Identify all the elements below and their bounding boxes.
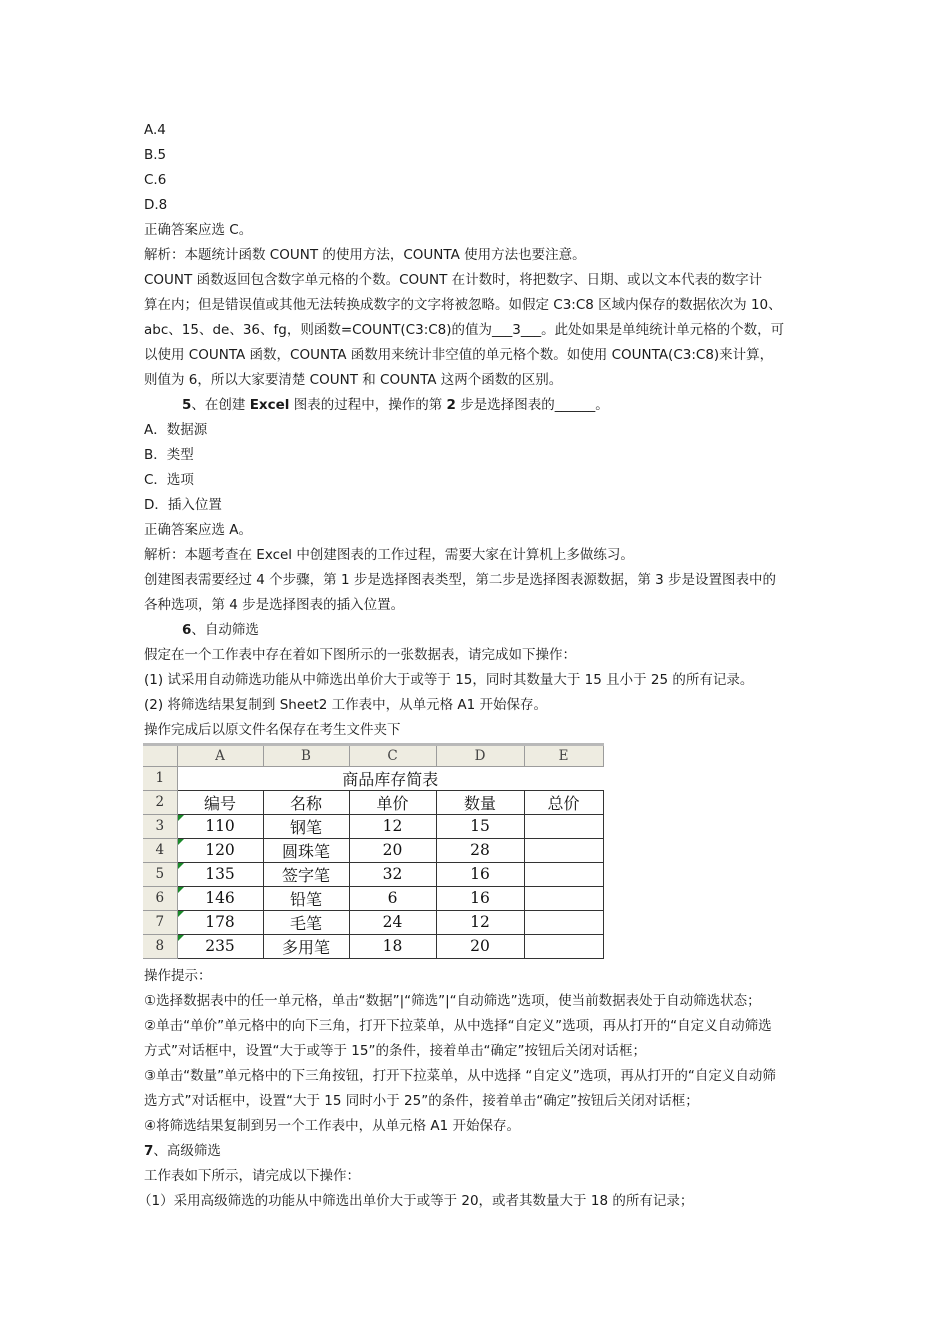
row-header: 3 bbox=[143, 814, 177, 838]
column-header: B bbox=[263, 746, 349, 766]
q6-heading bbox=[182, 620, 259, 640]
q4-analysis-line: 算在内；但是错误值或其他无法转换成数字的文字将被忽略。如假定 C3:C8 区域内保存的数据依次为 10、 bbox=[144, 297, 782, 313]
row-header: 7 bbox=[143, 910, 177, 934]
q4-analysis-line: COUNT 函数返回包含数字单元格的个数。COUNT 在计数时，将把数字、日期、或以文本代表的数字计 bbox=[144, 272, 763, 288]
table-cell bbox=[177, 886, 263, 910]
cell-value: 110 bbox=[205, 817, 235, 836]
table-cell: 多用笔 bbox=[263, 934, 349, 958]
q4-analysis-line: 则值为 6，所以大家要清楚 COUNT 和 COUNTA 这两个函数的区别。 bbox=[144, 372, 563, 388]
spreadsheet-image bbox=[143, 743, 604, 957]
table-cell bbox=[177, 934, 263, 958]
q4-answer-blank: ___3___ bbox=[492, 322, 542, 338]
corner-cell bbox=[143, 746, 177, 766]
table-cell: 铅笔 bbox=[263, 886, 349, 910]
error-indicator-icon bbox=[178, 887, 184, 893]
error-indicator-icon bbox=[178, 839, 184, 845]
cell-value: 178 bbox=[205, 913, 235, 932]
q4-option-b: B.5 bbox=[144, 147, 167, 163]
sheet-title: 商品库存简表 bbox=[177, 766, 603, 790]
table-cell bbox=[524, 886, 603, 910]
q6-number: 6 bbox=[182, 622, 192, 638]
column-header: A bbox=[177, 746, 263, 766]
table-cell: 20 bbox=[436, 934, 524, 958]
table-row bbox=[143, 886, 603, 910]
table-cell: 28 bbox=[436, 838, 524, 862]
table-cell bbox=[177, 910, 263, 934]
row-header: 2 bbox=[143, 790, 177, 814]
q7-title: 、高级筛选 bbox=[153, 1143, 221, 1159]
column-header: C bbox=[349, 746, 436, 766]
q5-question bbox=[182, 395, 609, 415]
cell-value: 235 bbox=[205, 937, 235, 956]
error-indicator-icon bbox=[178, 935, 184, 941]
table-cell: 18 bbox=[349, 934, 436, 958]
table-row bbox=[143, 862, 603, 886]
hint-line: 选方式”对话框中，设置“大于 15 同时小于 25”的条件，接着单击“确定”按钮后关闭对话框； bbox=[144, 1093, 699, 1109]
q6-save-note: 操作完成后以原文件名保存在考生文件夹下 bbox=[144, 722, 401, 738]
table-cell: 圆珠笔 bbox=[263, 838, 349, 862]
table-cell: 12 bbox=[349, 814, 436, 838]
table-row bbox=[143, 910, 603, 934]
q5-option-b: B．类型 bbox=[144, 447, 194, 463]
q4-analysis-line: 解析：本题统计函数 COUNT 的使用方法，COUNTA 使用方法也要注意。 bbox=[144, 247, 586, 263]
hint-line: ①选择数据表中的任一单元格，单击“数据”|“筛选”|“自动筛选”选项，使当前数据表处于自动筛选状态； bbox=[144, 993, 761, 1009]
cell-value: 135 bbox=[205, 865, 235, 884]
table-row bbox=[143, 838, 603, 862]
header-cell: 编号 bbox=[177, 790, 263, 814]
q5-analysis-line: 各种选项，第 4 步是选择图表的插入位置。 bbox=[144, 597, 405, 613]
q5-option-c: C．选项 bbox=[144, 472, 194, 488]
q7-heading bbox=[144, 1141, 221, 1161]
q5-answer: 正确答案应选 A。 bbox=[144, 522, 253, 538]
q5-stem: 。 bbox=[595, 397, 609, 413]
table-cell: 12 bbox=[436, 910, 524, 934]
table-cell bbox=[524, 862, 603, 886]
table-cell: 15 bbox=[436, 814, 524, 838]
q4-option-d: D.8 bbox=[144, 197, 168, 213]
hint-line: ③单击“数量”单元格中的下三角按钮，打开下拉菜单，从中选择 “自定义”选项，再从打开的“自定义自动筛 bbox=[144, 1068, 776, 1084]
table-row bbox=[143, 790, 603, 814]
q4-option-c: C.6 bbox=[144, 172, 167, 188]
hint-line: ④将筛选结果复制到另一个工作表中，从单元格 A1 开始保存。 bbox=[144, 1118, 521, 1134]
table-cell: 32 bbox=[349, 862, 436, 886]
q5-option-a: A．数据源 bbox=[144, 422, 208, 438]
hint-line: ②单击“单价”单元格中的向下三角，打开下拉菜单，从中选择“自定义”选项，再从打开的“自定义自动筛选 bbox=[144, 1018, 772, 1034]
header-cell: 数量 bbox=[436, 790, 524, 814]
error-indicator-icon bbox=[178, 911, 184, 917]
q4-option-a: A.4 bbox=[144, 122, 166, 138]
table-cell bbox=[524, 910, 603, 934]
q7-step-1: （1）采用高级筛选的功能从中筛选出单价大于或等于 20，或者其数量大于 18 的所有记录； bbox=[138, 1193, 694, 1209]
row-header: 6 bbox=[143, 886, 177, 910]
q6-title: 、自动筛选 bbox=[191, 622, 259, 638]
row-header: 4 bbox=[143, 838, 177, 862]
header-cell: 单价 bbox=[349, 790, 436, 814]
table-cell: 签字笔 bbox=[263, 862, 349, 886]
q6-step-1: (1) 试采用自动筛选功能从中筛选出单价大于或等于 15，同时其数量大于 15 且小于 25 的所有记录。 bbox=[144, 672, 754, 688]
q6-intro: 假定在一个工作表中存在着如下图所示的一张数据表，请完成如下操作： bbox=[144, 647, 576, 663]
q5-option-d: D．插入位置 bbox=[144, 497, 222, 513]
q6-step-2: (2) 将筛选结果复制到 Sheet2 工作表中，从单元格 A1 开始保存。 bbox=[144, 697, 548, 713]
q4-analysis-text: 。此处如果是单纯统计单元格的个数，可 bbox=[541, 322, 785, 338]
cell-value: 120 bbox=[205, 841, 235, 860]
table-row bbox=[143, 814, 603, 838]
table-cell bbox=[524, 934, 603, 958]
spreadsheet-table bbox=[143, 746, 604, 959]
table-cell: 钢笔 bbox=[263, 814, 349, 838]
hint-line: 方式”对话框中，设置“大于或等于 15”的条件，接着单击“确定”按钮后关闭对话框； bbox=[144, 1043, 646, 1059]
q5-analysis-line: 创建图表需要经过 4 个步骤，第 1 步是选择图表类型，第二步是选择图表源数据，第 3 步是设置图表中的 bbox=[144, 572, 777, 588]
table-cell: 16 bbox=[436, 886, 524, 910]
table-cell bbox=[177, 838, 263, 862]
table-cell bbox=[177, 814, 263, 838]
table-cell: 16 bbox=[436, 862, 524, 886]
q4-analysis-line bbox=[144, 320, 784, 340]
table-cell: 20 bbox=[349, 838, 436, 862]
q5-excel: Excel bbox=[249, 397, 290, 413]
table-cell: 24 bbox=[349, 910, 436, 934]
q7-number: 7 bbox=[144, 1143, 154, 1159]
table-row bbox=[143, 766, 603, 790]
q4-analysis-line: 以使用 COUNTA 函数，COUNTA 函数用来统计非空值的单元格个数。如使用 COUNTA(C3:C8)来计算， bbox=[144, 347, 774, 363]
q7-intro: 工作表如下所示，请完成以下操作： bbox=[144, 1168, 360, 1184]
q5-stem: 步是选择图表的 bbox=[455, 397, 555, 413]
table-row bbox=[143, 934, 603, 958]
table-cell: 毛笔 bbox=[263, 910, 349, 934]
q5-stem: 图表的过程中，操作的第 bbox=[289, 397, 447, 413]
cell-value: 146 bbox=[205, 889, 235, 908]
table-cell bbox=[524, 814, 603, 838]
hints-title: 操作提示： bbox=[144, 968, 212, 984]
column-header: E bbox=[524, 746, 603, 766]
q4-answer: 正确答案应选 C。 bbox=[144, 222, 253, 238]
column-header-row bbox=[143, 746, 603, 766]
header-cell: 名称 bbox=[263, 790, 349, 814]
table-cell bbox=[524, 838, 603, 862]
table-cell bbox=[177, 862, 263, 886]
column-header: D bbox=[436, 746, 524, 766]
q5-stem: 、在创建 bbox=[191, 397, 250, 413]
table-cell: 6 bbox=[349, 886, 436, 910]
row-header: 5 bbox=[143, 862, 177, 886]
q5-step: 2 bbox=[446, 397, 456, 413]
error-indicator-icon bbox=[178, 863, 184, 869]
row-header: 8 bbox=[143, 934, 177, 958]
q5-number: 5 bbox=[182, 397, 192, 413]
header-cell: 总价 bbox=[524, 790, 603, 814]
q5-blank: ______ bbox=[554, 397, 596, 413]
error-indicator-icon bbox=[178, 815, 184, 821]
row-header: 1 bbox=[143, 766, 177, 790]
q4-analysis-text: abc、15、de、36、fg，则函数=COUNT(C3:C8)的值为 bbox=[144, 322, 493, 338]
q5-analysis-line: 解析：本题考查在 Excel 中创建图表的工作过程，需要大家在计算机上多做练习。 bbox=[144, 547, 634, 563]
